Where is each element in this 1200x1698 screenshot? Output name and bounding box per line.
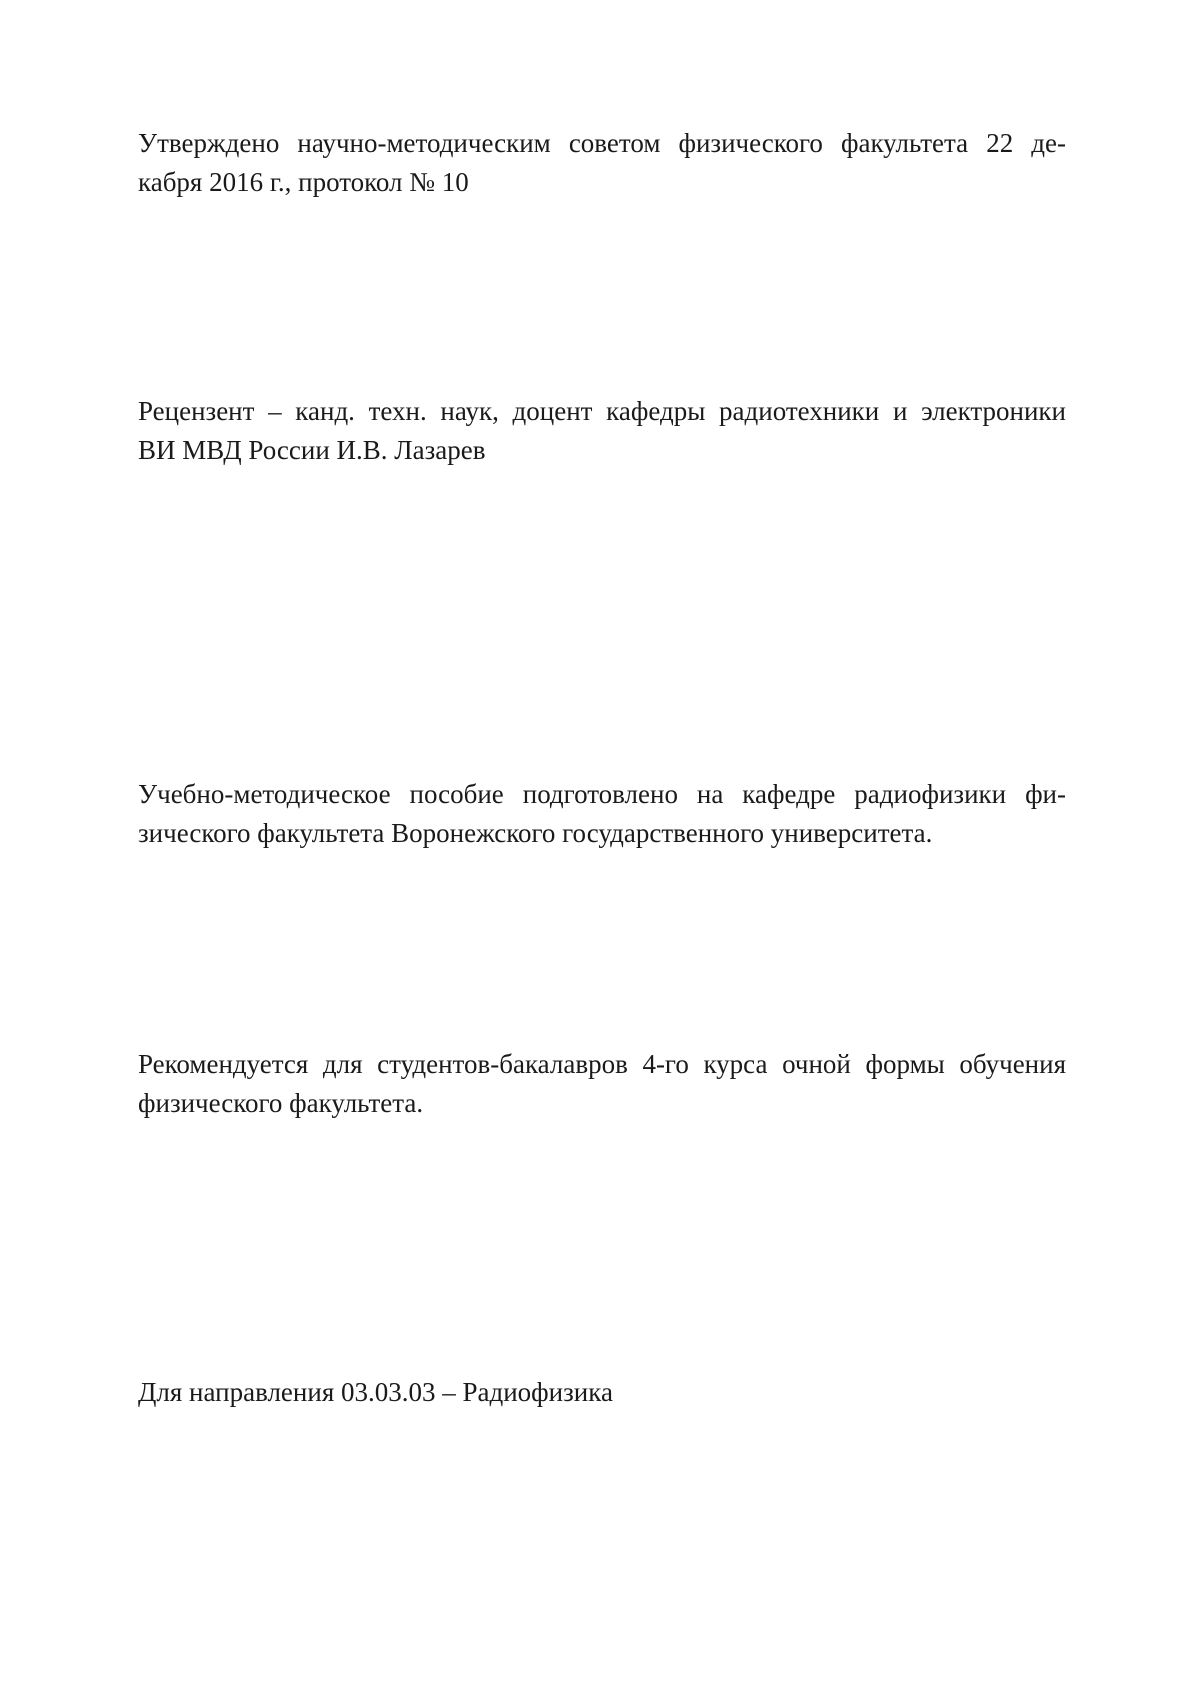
direction-line-1: Для направления 03.03.03 – Радиофизика: [138, 1373, 1066, 1412]
direction-paragraph: [138, 1373, 1066, 1412]
recommended-line-2: физического факультета.: [138, 1084, 1066, 1123]
approval-line-2: кабря 2016 г., протокол № 10: [138, 163, 1066, 202]
document-page: [0, 0, 1200, 1698]
prepared-line-2: зического факультета Воронежского государственного университета.: [138, 814, 1066, 853]
reviewer-line-1: Рецензент – канд. техн. наук, доцент кафедры радиотехники и электроники: [138, 392, 1066, 431]
prepared-paragraph: [138, 775, 1066, 853]
prepared-line-1: Учебно-методическое пособие подготовлено на кафедре радиофизики фи-: [138, 775, 1066, 814]
recommended-paragraph: [138, 1045, 1066, 1123]
recommended-line-1: Рекомендуется для студентов-бакалавров 4-го курса очной формы обучения: [138, 1045, 1066, 1084]
approval-line-1: Утверждено научно-методическим советом физического факультета 22 де-: [138, 124, 1066, 163]
reviewer-line-2: ВИ МВД России И.В. Лазарев: [138, 431, 1066, 470]
approval-paragraph: [138, 124, 1066, 202]
reviewer-paragraph: [138, 392, 1066, 470]
